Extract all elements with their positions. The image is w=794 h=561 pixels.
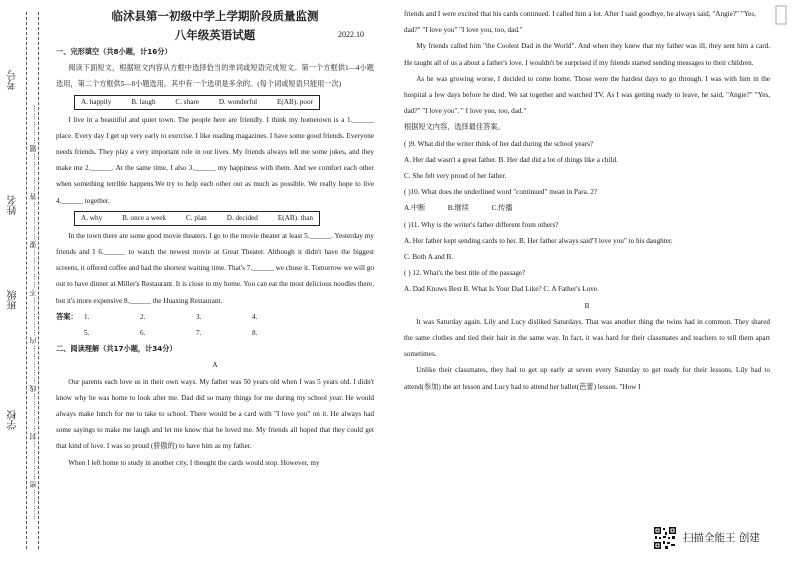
qr-code-icon <box>653 526 677 550</box>
passage-b-paragraph-1: It was Saturday again. Lily and Lucy disliked Saturdays. That was another thing the twins had in common. They shared the same clothes and tied their hair in the same way. In fact, it was hard for their classmates and teachers to tell them apart sometimes. <box>404 317 770 359</box>
answer-blank-7: 7. <box>196 329 202 338</box>
question-9: ( )9. What did the writer think of her dad during the school years? <box>404 139 594 148</box>
answer-indent <box>56 325 84 341</box>
answer-row-2 <box>56 325 374 341</box>
q10-option-b: B.继续 <box>447 204 469 213</box>
word-box-2-item: E(AB). than <box>277 213 313 222</box>
question-11: ( )11. Why is the writer's father different from others? <box>404 220 559 229</box>
cloze-paragraph-2: In the town there are some good movie theaters. I go to the movie theater at least 5.______. Yesterday my friends and I 6.______ to watch the newest movie at Great Theater. Although it didn't have the biggest screens, it offered coffee and had the shortest waiting time. That's 7.______ we chose it. Tomorrow we will go out to have dinner at Miller's Restaurant. It is close to my home. You can eat the most delicious noodles there, but it's more expensive 8.______ the Huaxing Restaurant. <box>56 231 374 305</box>
answer-blank-3: 3. <box>196 312 202 321</box>
seal-line-text: …………密……………封……………线……………内……………不……………要……………答……………题…………… <box>29 104 37 520</box>
answer-blank-2: 2. <box>140 312 146 321</box>
question-11-option-c: C. Both A and B. <box>404 253 454 262</box>
binding-margin <box>0 0 52 561</box>
corner-mark-icon <box>774 4 788 26</box>
question-12: ( ) 12. What's the best title of the passage? <box>404 269 526 278</box>
question-10: ( )10. What does the underlined word "continued" mean in Para. 2? <box>404 188 598 197</box>
question-12-options: A. Dad Knows Best B. What Is Your Dad Like? C. A Father's Love. <box>404 285 599 294</box>
exam-title-row <box>56 26 374 44</box>
word-box-1-item: A. happily <box>81 97 112 106</box>
answer-blank-4: 4. <box>252 312 258 321</box>
passage-a-paragraph-4: As he was growing worse, I decided to come home. Those were the hardest days to go through. I was with him in the hospital a few days before he died. We sat together and watched TV. As I was getting ready to leave, he said, "Angie?" "Yes, dad?" "I love you". " I love you, too, dad." <box>404 74 770 116</box>
exam-date: 2022.10 <box>338 30 364 39</box>
name-label: 姓名 <box>8 195 19 215</box>
answer-blank-6: 6. <box>140 329 146 338</box>
passage-a-paragraph-1: Our parents each love us in their own ways. My father was 50 years old when I was 5 years old. I didn't know why he was home to look after me. Dad did so many things for me during my school year. He would always make lunch for me to take to school. There would be a card with "I love you" on it. He always had some sayings to make me laugh and let me know that he loved me. My friends all hoped that they could get that kind of love. I was so proud (骄傲的) to have him as my father. <box>56 377 374 451</box>
answer-label: 答案： <box>56 311 78 321</box>
section2-heading: 二、阅读理解（共17小题，计34分） <box>56 344 177 354</box>
left-column <box>56 6 374 471</box>
class-label: 班级 <box>8 290 19 310</box>
section1-heading: 一、完形填空（共8小题，计16分） <box>56 47 172 56</box>
word-box-2-item: C. plan <box>186 213 207 222</box>
word-box-1 <box>74 95 320 110</box>
right-column <box>404 6 770 395</box>
word-box-2-item: B. once a week <box>122 213 167 222</box>
answer-blank-8: 8. <box>252 329 258 338</box>
passage-b-paragraph-2: Unlike their classmates, they had to get up early at seven every Saturday to get ready for their lessons. Lily had to attend(参加) the art lesson and Lucy had to attend her ballet(芭蕾) lesson. "How I <box>404 366 770 391</box>
answer-row-1 <box>56 309 374 325</box>
passage-a-paragraph-2: When I left home to study in another city, I thought the cards would stop. However, my <box>68 458 320 467</box>
exam-number-label: 考号 <box>8 70 19 90</box>
word-box-2 <box>74 211 320 226</box>
passage-a-paragraph-3: My friends called him "the Coolest Dad in the World". And when they knew that my father was ill, they sent him a card. He taught all of us a about a father's love. I wouldn't be surprised if my friends started sending messages to their children. <box>404 42 770 67</box>
passage-b-label: B <box>584 301 590 310</box>
exam-title: 八年级英语试题 <box>174 28 256 42</box>
question-9-options: A. Her dad wasn't a great father. B. Her dad did a lot of things like a child. <box>404 155 618 164</box>
word-box-2-item: D. decided <box>226 213 258 222</box>
q10-option-c: C.传播 <box>491 204 513 213</box>
question-10-options <box>404 200 770 216</box>
word-box-2-item: A. why <box>81 213 103 222</box>
seal-dashed-line <box>26 12 27 549</box>
school-label: 学校 <box>8 410 19 430</box>
q10-option-a: A.中断 <box>404 204 426 213</box>
reading-instruction: 根据短文内容，选择最佳答案。 <box>404 123 505 132</box>
scanner-watermark: 扫描全能王 创建 <box>683 532 760 544</box>
question-11-options: A. Her father kept sending cards to her. B. Her father always said"I love you" to his daughter. <box>404 236 673 245</box>
word-box-1-item: B. laugh <box>131 97 156 106</box>
school-title: 临沭县第一初级中学上学期阶段质量监测 <box>111 9 319 23</box>
word-box-1-item: E(AB). poor <box>277 97 313 106</box>
passage-a-label: A <box>212 361 218 370</box>
seal-dashed-line-2 <box>38 12 39 549</box>
question-9-option-c: C. She felt very proud of her father. <box>404 172 507 181</box>
cloze-paragraph-1: I live in a beautiful and quiet town. The people here are friendly. I think my hometown is a 1.______ place. Every day I get up very early to exercise. I like reading magazines. I have some good friends. Everyone needs friends. They play a very important role in our lives. My friends always tell me some jokes, and they make me 2.______. At the same time, I also 3.______ my happiness with them. And we comfort each other when something terrible happens.We try to help each other out as much as possible. We really hope to live 4.______ together. <box>56 115 374 205</box>
passage-a-paragraph-2-cont: friends and I were excited that his cards continued. I called him a lot. After I said goodbye, he always said, "Angie?" "Yes, dad?" "I love you" "I love you, too, dad." <box>404 10 756 35</box>
answer-blank-5: 5. <box>84 329 90 338</box>
answer-blank-1: 1. <box>84 312 90 321</box>
word-box-1-item: D. wonderful <box>218 97 258 106</box>
section1-instructions: 阅读下面短文，根据短文内容从方框中选择恰当的单词或短语完成短文。第一个方框供1—4小题选用，第二个方框供5—8小题选用。其中有一个选项是多余的。(每个词或短语只能用一次) <box>56 64 374 89</box>
word-box-1-item: C. share <box>175 97 199 106</box>
